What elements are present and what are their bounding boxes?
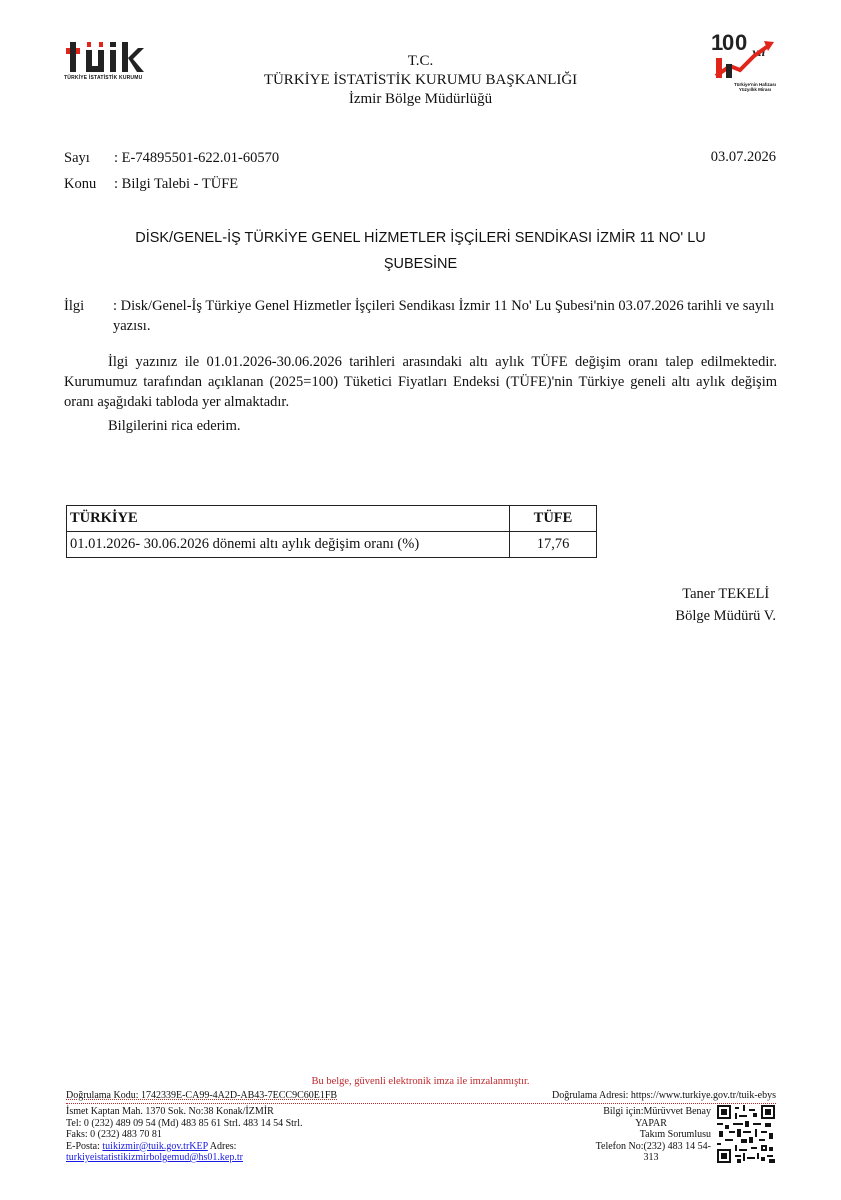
verification-line: [66, 1090, 776, 1101]
svg-text:0: 0: [735, 30, 748, 55]
esign-note: Bu belge, güvenli elektronik imza ile imzalanmıştır.: [311, 1076, 530, 1087]
table-cell-period: 01.01.2026- 30.06.2026 dönemi altı aylık değişim oranı (%): [67, 532, 510, 558]
kep-address-link[interactable]: turkiyeistatistikizmirbolgemud@hs01.kep.tr: [66, 1152, 243, 1163]
svg-text:1: 1: [711, 30, 724, 55]
anniversary-caption: Türkiye'nin Hafızası Yüzyıllık Mirası: [733, 82, 777, 92]
footer-fax: Faks: 0 (232) 483 70 81: [66, 1129, 162, 1140]
email-link[interactable]: tuikizmir@tuik.gov.tr: [102, 1140, 190, 1152]
kep-link[interactable]: KEP: [189, 1140, 208, 1152]
reference-label: İlgi: [64, 298, 85, 314]
header-institution: TÜRKİYE İSTATİSTİK KURUMU BAŞKANLIĞI: [263, 72, 578, 88]
info-surname: YAPAR: [635, 1117, 667, 1129]
table-header-row: [67, 506, 597, 532]
verification-address[interactable]: Doğrulama Adresi: https://www.turkiye.gov.tr/tuik-ebys: [552, 1090, 776, 1101]
closing-paragraph: Bilgilerini rica ederim.: [108, 418, 241, 434]
letterhead: [0, 52, 841, 109]
meta-sayi: [64, 149, 279, 167]
body-paragraph: İlgi yazınız ile 01.01.2026-30.06.2026 tarihleri arasındaki altı aylık TÜFE değişim oranı talep edilmektedir. Kurumumuz tarafından açıklanan (2025=100) Tüketici Fiyatları Endeksi (TÜFE)'nin Türkiye geneli altı aylık değişim oranı aşağıdaki tabloda yer almaktadır.: [64, 354, 777, 410]
verification-code: Doğrulama Kodu: 1742339E-CA99-4A2D-AB43-7ECC9C60E1FB: [66, 1090, 338, 1101]
footer-email-line: [66, 1141, 406, 1153]
email-prefix: E-Posta:: [66, 1140, 103, 1152]
qr-code-icon: [717, 1105, 775, 1163]
table-row: [67, 532, 597, 558]
svg-text:0: 0: [722, 30, 735, 55]
table-cell-value: 17,76: [510, 532, 597, 558]
addressee: [64, 225, 777, 277]
footer-tel: Tel: 0 (232) 489 09 54 (Md) 483 85 61 Strl. 483 14 54 Strl.: [66, 1117, 303, 1129]
signer-name: Taner TEKELİ: [682, 586, 770, 602]
tuik-logo-subtitle: TÜRKİYE İSTATİSTİK KURUMU: [64, 75, 143, 81]
reference-text: : Disk/Genel-İş Türkiye Genel Hizmetler İşçileri Sendikası İzmir 11 No' Lu Şubesi'nin 03.07.2026 tarihli ve sayılı yazısı.: [113, 298, 775, 334]
header-directorate: İzmir Bölge Müdürlüğü: [348, 91, 493, 107]
footer-divider: [66, 1103, 776, 1104]
info-role: Takım Sorumlusu: [639, 1129, 711, 1140]
signer-title: Bölge Müdürü V.: [675, 608, 776, 624]
table-header-tufe: TÜFE: [510, 506, 597, 532]
info-contact: [551, 1106, 711, 1164]
svg-text:yıl: yıl: [752, 48, 766, 59]
konu-label: Konu: [64, 176, 97, 192]
sayi-value: : E-74895501-622.01-60570: [114, 150, 280, 166]
info-label: Bilgi için:Mürüvvet Benay: [603, 1106, 711, 1117]
header-tc: T.C.: [407, 53, 434, 69]
meta-konu: [64, 175, 238, 193]
info-phone: Telefon No:(232) 483 14 54-: [595, 1140, 711, 1152]
addressee-line2: ŞUBESİNE: [383, 256, 458, 272]
tufe-table: [66, 505, 597, 558]
table-header-region: TÜRKİYE: [67, 506, 510, 532]
signature-block: [675, 583, 776, 627]
reference-block: [64, 296, 777, 336]
konu-value: : Bilgi Talebi - TÜFE: [114, 176, 239, 192]
addressee-line1: DİSK/GENEL-İŞ TÜRKİYE GENEL HİZMETLER İŞÇİLERİ SENDİKASI İZMİR 11 NO' LU: [135, 230, 706, 246]
sayi-label: Sayı: [64, 150, 90, 166]
contact-info: [66, 1106, 406, 1164]
info-phone-ext: 313: [643, 1152, 659, 1163]
footer-address: İsmet Kaptan Mah. 1370 Sok. No:38 Konak/İZMİR: [66, 1106, 274, 1117]
kep-suffix: Adres:: [207, 1140, 237, 1152]
document-date: 03.07.2026: [710, 149, 776, 165]
